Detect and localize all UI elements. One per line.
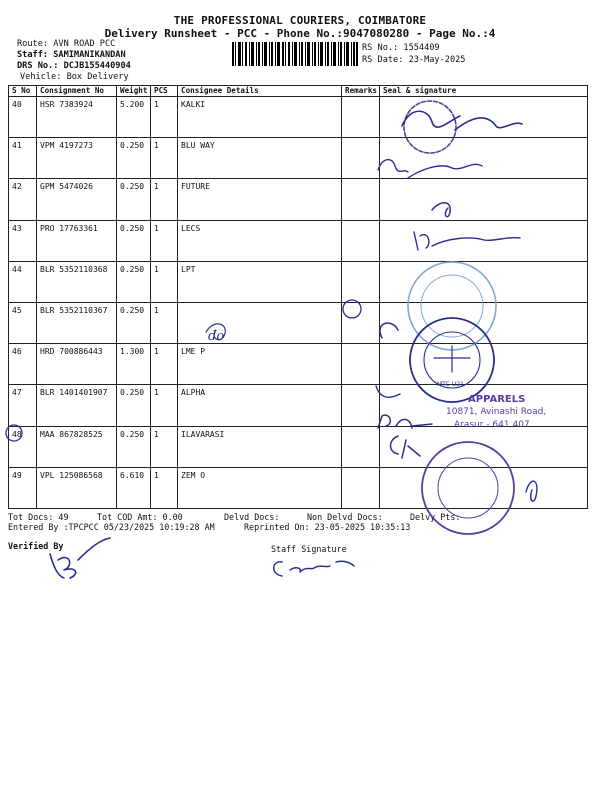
column-header-signature: Seal & signature [380,86,588,97]
cell-weight: 1.300 [117,344,151,385]
cell-consignee [178,302,342,343]
column-header-weight: Weight [117,86,151,97]
cell-remarks [342,97,380,138]
column-header-remarks: Remarks [342,86,380,97]
cell-consignment-no: HSR 7383924 [37,97,117,138]
apparels-stamp-line3: Arasur - 641 407 [454,420,530,430]
route-label: Route: AVN ROAD PCC [17,39,116,49]
cell-remarks [342,385,380,426]
cell-signature [380,467,588,508]
vehicle-label: Vehicle: Box Delivery [20,72,129,82]
table-header-row [9,86,588,97]
cell-remarks [342,261,380,302]
cell-consignment-no: GPM 5474026 [37,179,117,220]
cell-pcs: 1 [151,220,178,261]
cell-sno: 48 [9,426,37,467]
cell-consignment-no: MAA 867828525 [37,426,117,467]
cell-remarks [342,467,380,508]
drs-number: DRS No.: DCJB155440904 [17,61,131,71]
cell-weight: 0.250 [117,261,151,302]
cell-sno: 46 [9,344,37,385]
table-row [9,97,588,138]
total-docs: Tot Docs: 49 [8,512,69,522]
cell-signature [380,97,588,138]
cell-consignment-no: BLR 5352110368 [37,261,117,302]
cell-sno: 41 [9,138,37,179]
total-cod-amount: Tot COD Amt: 0.00 [97,512,183,522]
cell-remarks [342,344,380,385]
cell-pcs: 1 [151,97,178,138]
cell-weight: 0.250 [117,220,151,261]
cell-remarks [342,220,380,261]
cell-pcs: 1 [151,467,178,508]
cell-consignment-no: BLR 5352110367 [37,302,117,343]
table-row [9,426,588,467]
rs-number: RS No.: 1554409 [362,43,440,53]
cell-sno: 47 [9,385,37,426]
note-text-row45: do [208,329,225,344]
cell-pcs: 1 [151,385,178,426]
table-row [9,220,588,261]
cell-weight: 5.200 [117,97,151,138]
barcode-image [232,42,358,66]
table-row [9,385,588,426]
column-header-pcs: PCS [151,86,178,97]
table-row [9,467,588,508]
cell-consignee: LME P [178,344,342,385]
cell-consignee: ZEM O [178,467,342,508]
cell-remarks [342,179,380,220]
cell-signature [380,344,588,385]
apparels-stamp-line1: APPARELS [468,394,526,405]
cell-weight: 0.250 [117,302,151,343]
cell-weight: 0.250 [117,385,151,426]
verified-by-label: Verified By [8,541,64,551]
cell-consignment-no: HRD 700886443 [37,344,117,385]
cell-consignee: LECS [178,220,342,261]
cell-sno: 42 [9,179,37,220]
rs-date: RS Date: 23-May-2025 [362,55,466,65]
non-delivered-docs: Non Delvd Docs: [307,512,383,522]
cell-sno: 43 [9,220,37,261]
cell-weight: 0.250 [117,138,151,179]
cell-pcs: 1 [151,261,178,302]
cell-consignee: BLU WAY [178,138,342,179]
column-header-consignment: Consignment No [37,86,117,97]
staff-signature-label: Staff Signature [271,544,347,554]
cell-sno: 49 [9,467,37,508]
cell-remarks [342,138,380,179]
column-header-consignee: Consignee Details [178,86,342,97]
cell-sno: 40 [9,97,37,138]
cell-consignment-no: VPL 125086568 [37,467,117,508]
staff-signature-mark [274,561,354,576]
cell-pcs: 1 [151,138,178,179]
cell-consignment-no: PRO 17763361 [37,220,117,261]
cell-signature [380,261,588,302]
cell-consignee: ALPHA [178,385,342,426]
cell-remarks [342,302,380,343]
entered-by: Entered By :TPCPCC 05/23/2025 10:19:28 AM [8,522,215,532]
cell-signature [380,426,588,467]
table-row [9,261,588,302]
column-header-sno: S No [9,86,37,97]
runsheet-table [8,85,588,509]
cell-consignee: FUTURE [178,179,342,220]
cell-pcs: 1 [151,426,178,467]
table-row [9,179,588,220]
cell-signature [380,385,588,426]
document-title: THE PROFESSIONAL COURIERS, COIMBATORE [173,14,427,27]
cell-weight: 6.610 [117,467,151,508]
cell-sno: 45 [9,302,37,343]
cell-signature [380,138,588,179]
cell-consignee: KALKI [178,97,342,138]
table-row [9,138,588,179]
table-row [9,344,588,385]
cell-weight: 0.250 [117,179,151,220]
cell-pcs: 1 [151,179,178,220]
document-subtitle: Delivery Runsheet - PCC - Phone No.:9047080280 - Page No.:4 [104,27,496,40]
table-row [9,302,588,343]
cell-signature [380,179,588,220]
staff-label: Staff: SAMIMANIKANDAN [17,50,126,60]
cell-signature [380,220,588,261]
cell-consignment-no: VPM 4197273 [37,138,117,179]
apparels-stamp-line2: 10871, Avinashi Road, [446,407,547,417]
cell-sno: 44 [9,261,37,302]
cell-pcs: 1 [151,344,178,385]
cell-consignee: ILAVARASI [178,426,342,467]
delivered-docs: Delvd Docs: [224,512,280,522]
cell-pcs: 1 [151,302,178,343]
cell-remarks [342,426,380,467]
cell-consignment-no: BLR 1401401907 [37,385,117,426]
cell-signature [380,302,588,343]
machine-works-stamp-text: MTC-U21 [437,381,464,388]
reprinted-on: Reprinted On: 23-05-2025 10:35:13 [244,522,411,532]
cell-consignee: LPT [178,261,342,302]
cell-weight: 0.250 [117,426,151,467]
delivery-points: Delvy Pts: [410,512,461,522]
